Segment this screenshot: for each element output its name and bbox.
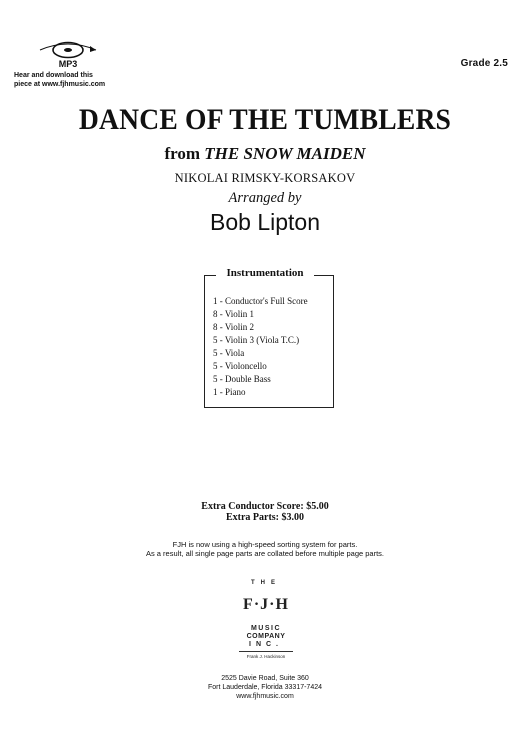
- fjh-logo-music: MUSIC: [250, 625, 282, 632]
- mp3-caption-line1: Hear and download this: [14, 72, 93, 79]
- website-link[interactable]: www.fjhmusic.com: [236, 693, 294, 700]
- fjh-logo-company: COMPANY: [246, 633, 286, 640]
- composer-name: NIKOLAI RIMSKY-KORSAKOV: [174, 171, 356, 185]
- fjh-logo-letters: F·J·H: [243, 596, 289, 613]
- arranger-name: Bob Lipton: [210, 209, 320, 235]
- sorting-note-line2: As a result, all single page parts are collated before multiple page parts.: [145, 549, 385, 558]
- arranged-by-label: Arranged by: [228, 190, 302, 206]
- mp3-disc-icon: [38, 40, 98, 70]
- list-item: 5 - Viola: [213, 348, 245, 358]
- page-title: DANCE OF THE TUMBLERS: [78, 103, 452, 136]
- sorting-note-line1: FJH is now using a high-speed sorting system for parts.: [172, 540, 358, 549]
- subtitle-prefix: from: [164, 144, 201, 163]
- extra-conductor-price: Extra Conductor Score: $5.00: [201, 501, 329, 512]
- instrumentation-list: [213, 295, 308, 399]
- fjh-logo-the: THE: [251, 580, 281, 586]
- subtitle-work: THE SNOW MAIDEN: [204, 144, 366, 163]
- subtitle: [0, 144, 530, 164]
- list-item: 5 - Violin 3 (Viola T.C.): [213, 335, 300, 345]
- address-line1: 2525 Davie Road, Suite 360: [221, 675, 309, 682]
- list-item: 5 - Double Bass: [213, 374, 271, 384]
- list-item: 8 - Violin 2: [213, 322, 255, 332]
- list-item: 5 - Violoncello: [213, 361, 267, 371]
- address-line2: Fort Lauderdale, Florida 33317-7424: [207, 684, 323, 691]
- fjh-logo-rule: [239, 651, 293, 652]
- list-item: 1 - Piano: [213, 387, 246, 397]
- fjh-logo-founder: Frank J. Hackinson: [246, 654, 286, 659]
- list-item: 8 - Violin 1: [213, 309, 255, 319]
- extra-parts-price: Extra Parts: $3.00: [225, 512, 305, 523]
- grade-level: Grade 2.5: [460, 58, 508, 69]
- list-item: 1 - Conductor's Full Score: [213, 296, 308, 306]
- fjh-publisher-logo: [229, 580, 303, 664]
- mp3-caption-line2: piece at www.fjhmusic.com: [14, 80, 106, 88]
- fjh-logo-inc: INC.: [249, 641, 283, 648]
- mp3-logo-text: MP3: [58, 59, 78, 69]
- instrumentation-box: [204, 275, 334, 408]
- instrumentation-heading: Instrumentation: [216, 267, 314, 279]
